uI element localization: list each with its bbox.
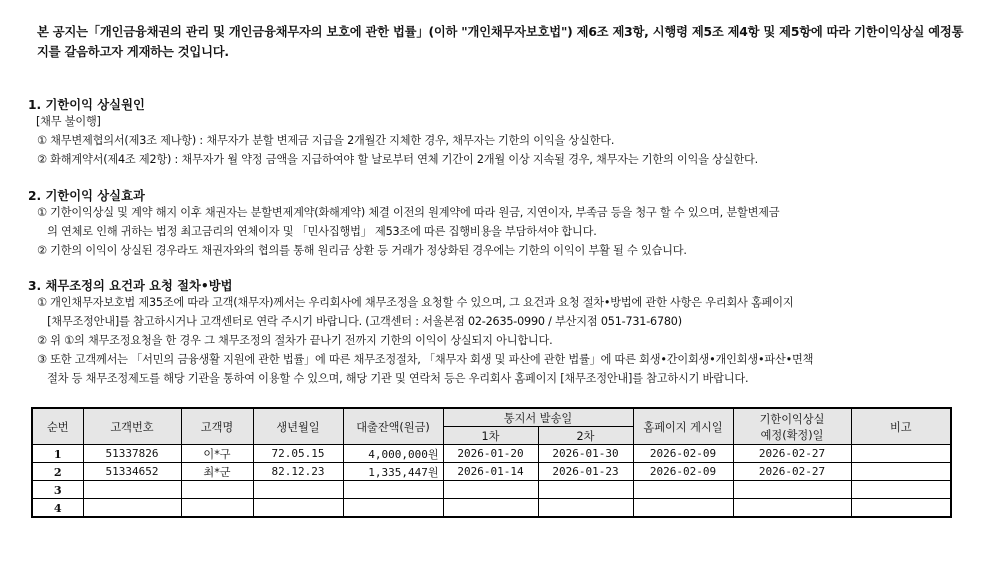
section-2-title: 2. 기한이익 상실효과 bbox=[28, 189, 145, 203]
header-birth: 생년월일 bbox=[253, 408, 343, 445]
cell-birth: 72.05.15 bbox=[253, 445, 343, 463]
cell-remarks bbox=[851, 463, 951, 481]
section-2-item-1-cont: 의 연체로 인해 귀하는 법정 최고금리의 연체이자 및 「민사집행법」 제53조에 따른 집행비용을 부담하셔야 합니다. bbox=[37, 225, 597, 238]
table-row bbox=[32, 499, 951, 518]
cell-remarks bbox=[851, 499, 951, 518]
header-loss-date-line2: 예정(확정)일 bbox=[760, 428, 824, 442]
header-balance: 대출잔액(원금) bbox=[343, 408, 443, 445]
cell-customer-no bbox=[83, 499, 181, 518]
cell-loss-date: 2026-02-27 bbox=[733, 463, 851, 481]
section-1-subtitle: [채무 불이행] bbox=[36, 115, 101, 128]
cell-no: 3 bbox=[32, 481, 83, 499]
header-customer-no: 고객번호 bbox=[83, 408, 181, 445]
section-1-item-2: ② 화해계약서(제4조 제2항) : 채무자가 월 약정 금액을 지급하여야 할 날로부터 연체 기간이 2개월 이상 지속될 경우, 채무자는 기한의 이익을 상실한다. bbox=[37, 153, 758, 166]
cell-name bbox=[181, 499, 253, 518]
section-3-title: 3. 채무조정의 요건과 요청 절차•방법 bbox=[28, 279, 233, 293]
cell-birth bbox=[253, 499, 343, 518]
cell-first: 2026-01-20 bbox=[443, 445, 538, 463]
cell-first: 2026-01-14 bbox=[443, 463, 538, 481]
section-2-item-1: ① 기한이익상실 및 계약 해지 이후 채권자는 분할변제계약(화해계약) 체결 이전의 원계약에 따라 원금, 지연이자, 부족금 등을 청구 할 수 있으며, 분할변제금 bbox=[37, 206, 780, 219]
cell-first bbox=[443, 481, 538, 499]
header-no: 순번 bbox=[32, 408, 83, 445]
cell-no: 1 bbox=[32, 445, 83, 463]
header-loss-date-line1: 기한이익상실 bbox=[759, 412, 825, 426]
section-3-item-2: ② 위 ①의 채무조정요청을 한 경우 그 채무조정의 절차가 끝나기 전까지 기한의 이익이 상실되지 아니합니다. bbox=[37, 334, 553, 347]
section-3-item-3-cont: 절차 등 채무조정제도를 해당 기관을 통하여 이용할 수 있으며, 해당 기관 및 연락처 등은 우리회사 홈페이지 [채무조정안내]를 참고하시기 바랍니다. bbox=[37, 372, 749, 385]
cell-homepage: 2026-02-09 bbox=[633, 445, 733, 463]
header-name: 고객명 bbox=[181, 408, 253, 445]
cell-no: 4 bbox=[32, 499, 83, 518]
cell-customer-no: 51334652 bbox=[83, 463, 181, 481]
section-3-item-1-cont: [채무조정안내]를 참고하시거나 고객센터로 연락 주시기 바랍니다. (고객센터 : 서울본점 02-2635-0990 / 부산지점 051-731-6780) bbox=[37, 315, 682, 328]
cell-customer-no: 51337826 bbox=[83, 445, 181, 463]
cell-remarks bbox=[851, 445, 951, 463]
cell-name: 이*구 bbox=[181, 445, 253, 463]
header-second: 2차 bbox=[538, 427, 633, 445]
table-row bbox=[32, 463, 951, 481]
table-row bbox=[32, 445, 951, 463]
cell-balance: 4,000,000원 bbox=[343, 445, 443, 463]
header-notice-date: 통지서 발송일 bbox=[443, 408, 633, 427]
cell-balance: 1,335,447원 bbox=[343, 463, 443, 481]
cell-name: 최*군 bbox=[181, 463, 253, 481]
section-1-item-1: ① 채무변제협의서(제3조 제나항) : 채무자가 분할 변제금 지급을 2개월간 지체한 경우, 채무자는 기한의 이익을 상실한다. bbox=[37, 134, 615, 147]
cell-birth bbox=[253, 481, 343, 499]
cell-second bbox=[538, 481, 633, 499]
cell-balance bbox=[343, 481, 443, 499]
cell-remarks bbox=[851, 481, 951, 499]
section-1-title: 1. 기한이익 상실원인 bbox=[28, 98, 145, 112]
cell-no: 2 bbox=[32, 463, 83, 481]
header-homepage-date: 홈페이지 게시일 bbox=[633, 408, 733, 445]
cell-second: 2026-01-30 bbox=[538, 445, 633, 463]
table-row bbox=[32, 481, 951, 499]
section-3-item-1: ① 개인채무자보호법 제35조에 따라 고객(채무자)께서는 우리회사에 채무조정을 요청할 수 있으며, 그 요건과 요청 절차•방법에 관한 사항은 우리회사 홈페이지 bbox=[37, 296, 794, 309]
cell-customer-no bbox=[83, 481, 181, 499]
cell-first bbox=[443, 499, 538, 518]
cell-second: 2026-01-23 bbox=[538, 463, 633, 481]
section-2-item-2: ② 기한의 이익이 상실된 경우라도 채권자와의 협의를 통해 원리금 상환 등 거래가 정상화된 경우에는 기한의 이익이 부활 될 수 있습니다. bbox=[37, 244, 687, 257]
cell-second bbox=[538, 499, 633, 518]
cell-name bbox=[181, 481, 253, 499]
notice-table bbox=[31, 407, 952, 518]
cell-loss-date bbox=[733, 499, 851, 518]
cell-homepage bbox=[633, 481, 733, 499]
cell-birth: 82.12.23 bbox=[253, 463, 343, 481]
header-remarks: 비고 bbox=[851, 408, 951, 445]
header-loss-date bbox=[733, 408, 851, 445]
cell-homepage: 2026-02-09 bbox=[633, 463, 733, 481]
header-first: 1차 bbox=[443, 427, 538, 445]
intro-paragraph: 본 공지는「개인금융채권의 관리 및 개인금융채무자의 보호에 관한 법률」(이하 "개인채무자보호법") 제6조 제3항, 시행령 제5조 제4항 및 제5항에 따라 기한이익상실 예정통지를 갈음하고자 게재하는 것입니다. bbox=[37, 25, 964, 59]
cell-loss-date bbox=[733, 481, 851, 499]
cell-homepage bbox=[633, 499, 733, 518]
section-3-item-3: ③ 또한 고객께서는 「서민의 금융생활 지원에 관한 법률」에 따른 채무조정절차, 「채무자 회생 및 파산에 관한 법률」에 따른 회생•간이회생•개인회생•파산•면책 bbox=[37, 353, 814, 366]
cell-loss-date: 2026-02-27 bbox=[733, 445, 851, 463]
cell-balance bbox=[343, 499, 443, 518]
